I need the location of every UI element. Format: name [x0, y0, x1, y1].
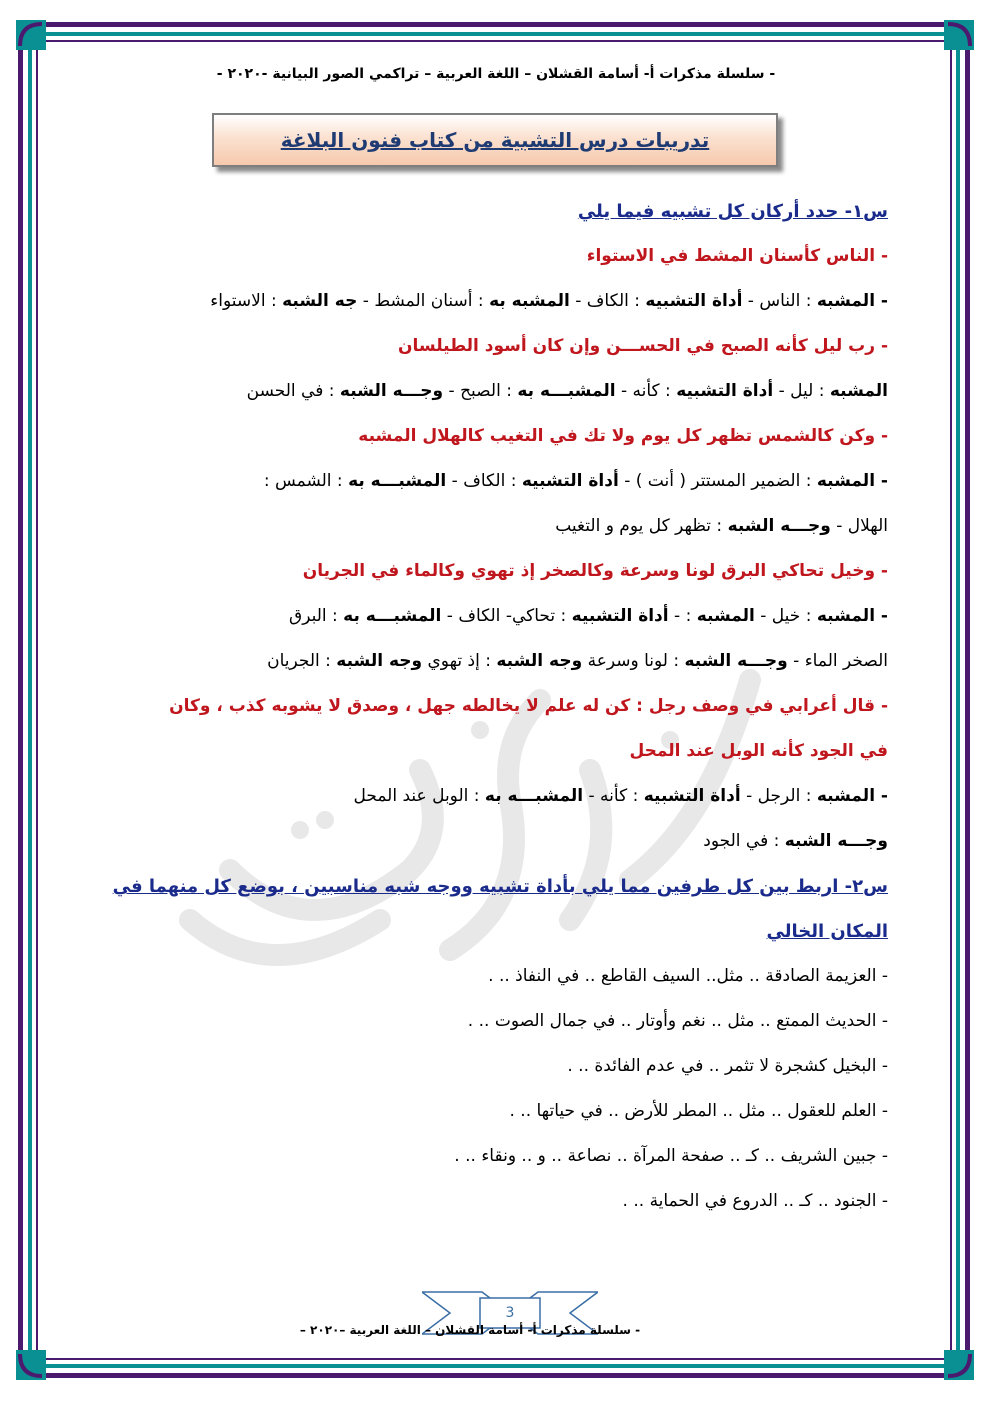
answer-label: المشبـــه به	[484, 786, 584, 806]
page-number: 3	[505, 1305, 515, 1321]
answer-label: المشبـــه به	[343, 606, 442, 626]
answer-line	[110, 605, 888, 650]
example-text: - قال أعرابي في وصف رجل : كن له علم لا يخالطه جهل ، وصدق لا يشوبه كذب ، وكان	[169, 696, 888, 716]
answer-value: : ليل -	[773, 381, 830, 401]
answer-line	[110, 290, 888, 335]
answer-value: : تحاكي- الكاف -	[441, 606, 572, 626]
answer-label: أداة التشبيه	[643, 786, 741, 806]
answer-value: : إذ تهوي	[422, 651, 497, 671]
corner-ornament-icon	[944, 1350, 974, 1380]
answer-label: المشبه به	[489, 291, 570, 311]
answer-value: : تظهر كل يوم و التغيب	[555, 516, 728, 536]
example-text: - رب ليل كأنه الصبح في الحســـن وإن كان أسود الطيلسان	[398, 336, 888, 356]
answer-label: - المشبه	[816, 291, 888, 311]
answer-value: : الصبح -	[443, 381, 518, 401]
answer-value: : الكاف -	[569, 291, 646, 311]
corner-ornament-icon	[944, 20, 974, 50]
answer-value: : -	[668, 606, 697, 626]
list-item: - جبين الشريف .. كـ .. صفحة المرآة .. نصاعة .. و .. ونقاء .. .	[454, 1146, 888, 1166]
page-header: - سلسلة مذكرات أ- أسامة القشلان – اللغة العربية – تراكمي الصور البيانية -٢٠٢٠ -	[216, 66, 776, 82]
title-box	[212, 113, 778, 167]
answer-value: : كأنه -	[583, 786, 644, 806]
list-item: - الجنود .. كـ .. الدروع في الحماية .. .	[622, 1191, 888, 1211]
answer-label: المشبـــه به	[348, 471, 447, 491]
example-text: - الناس كأسنان المشط في الاستواء	[586, 246, 888, 266]
example-text: في الجود كأنه الوبل عند المحل	[629, 741, 888, 761]
answer-line	[110, 785, 888, 830]
answer-value: الصخر الماء -	[787, 651, 888, 671]
answer-value: : خيل -	[754, 606, 817, 626]
answer-label: وجـــه الشبه	[784, 831, 888, 851]
list-item: - البخيل كشجرة لا تثمر .. في عدم الفائدة .. .	[567, 1056, 888, 1076]
list-item: - العزيمة الصادقة .. مثل.. السيف القاطع .. في النفاذ .. .	[488, 966, 888, 986]
example-text: - وكن كالشمس تظهر كل يوم ولا تك في التغيب كالهلال المشبه	[358, 426, 888, 446]
answer-line	[110, 380, 888, 425]
answer-value: : الجريان	[267, 651, 337, 671]
answer-value: الهلال -	[830, 516, 888, 536]
answer-label: جه الشبه	[282, 291, 358, 311]
main-content	[110, 200, 888, 1235]
answer-label: أداة التشبيه	[645, 291, 743, 311]
answer-label: المشبه	[829, 381, 888, 401]
question-2-heading: المكان الخالي	[766, 921, 888, 942]
answer-value: : في الحسن	[246, 381, 340, 401]
answer-label: وجـــه الشبه	[727, 516, 831, 536]
answer-label: وجـــه الشبه	[339, 381, 444, 401]
answer-line	[110, 650, 888, 695]
answer-value: : الرجل -	[740, 786, 817, 806]
corner-ornament-icon	[16, 20, 46, 50]
answer-label: المشبـــه به	[517, 381, 616, 401]
answer-label: أداة التشبيه	[571, 606, 669, 626]
answer-value: : الشمس :	[263, 471, 349, 491]
answer-value: : في الجود	[703, 831, 785, 851]
answer-label: - المشبه	[816, 471, 888, 491]
answer-label: وجـــه الشبه	[684, 651, 788, 671]
page-footer: - سلسلة مذكرات أ- أسامة القشلان – اللغة العربية –٢٠٢٠ –	[299, 1323, 641, 1337]
answer-value: : كأنه -	[615, 381, 677, 401]
answer-label: وجه الشبه	[336, 651, 423, 671]
answer-value: : البرق	[289, 606, 344, 626]
answer-value: : لونا وسرعة	[582, 651, 685, 671]
list-item: - العلم للعقول .. مثل .. المطر للأرض .. في حياتها .. .	[509, 1101, 888, 1121]
question-1-heading: س١- حدد أركان كل تشبيه فيما يلي	[577, 201, 888, 222]
answer-label: - المشبه	[816, 606, 888, 626]
answer-value: : الضمير المستتر ( أنت ) -	[618, 471, 817, 491]
question-2-heading: س٢- اربط بين كل طرفين مما يلي بأداة تشبيه ووجه شبه مناسبين ، بوضع كل منهما في	[112, 876, 888, 897]
answer-label: أداة التشبيه	[521, 471, 619, 491]
answer-label: - المشبه	[816, 786, 888, 806]
page-title: تدريبات درس التشبية من كتاب فنون البلاغة	[280, 128, 710, 152]
answer-line	[110, 470, 888, 515]
corner-ornament-icon	[16, 1350, 46, 1380]
answer-line	[110, 515, 888, 560]
answer-label: أداة التشبيه	[676, 381, 774, 401]
answer-value: : الكاف -	[446, 471, 522, 491]
answer-value: : الاستواء	[210, 291, 283, 311]
answer-value: : الناس -	[742, 291, 817, 311]
answer-value: : الوبل عند المحل	[353, 786, 485, 806]
answer-label: وجه الشبه	[496, 651, 583, 671]
example-text: - وخيل تحاكي البرق لونا وسرعة وكالصخر إذ تهوي وكالماء في الجريان	[302, 561, 888, 581]
answer-label: المشبه	[696, 606, 755, 626]
answer-value: : أسنان المشط -	[357, 291, 490, 311]
answer-line	[110, 830, 888, 875]
list-item: - الحديث الممتع .. مثل .. نغم وأوتار .. في جمال الصوت .. .	[467, 1011, 888, 1031]
